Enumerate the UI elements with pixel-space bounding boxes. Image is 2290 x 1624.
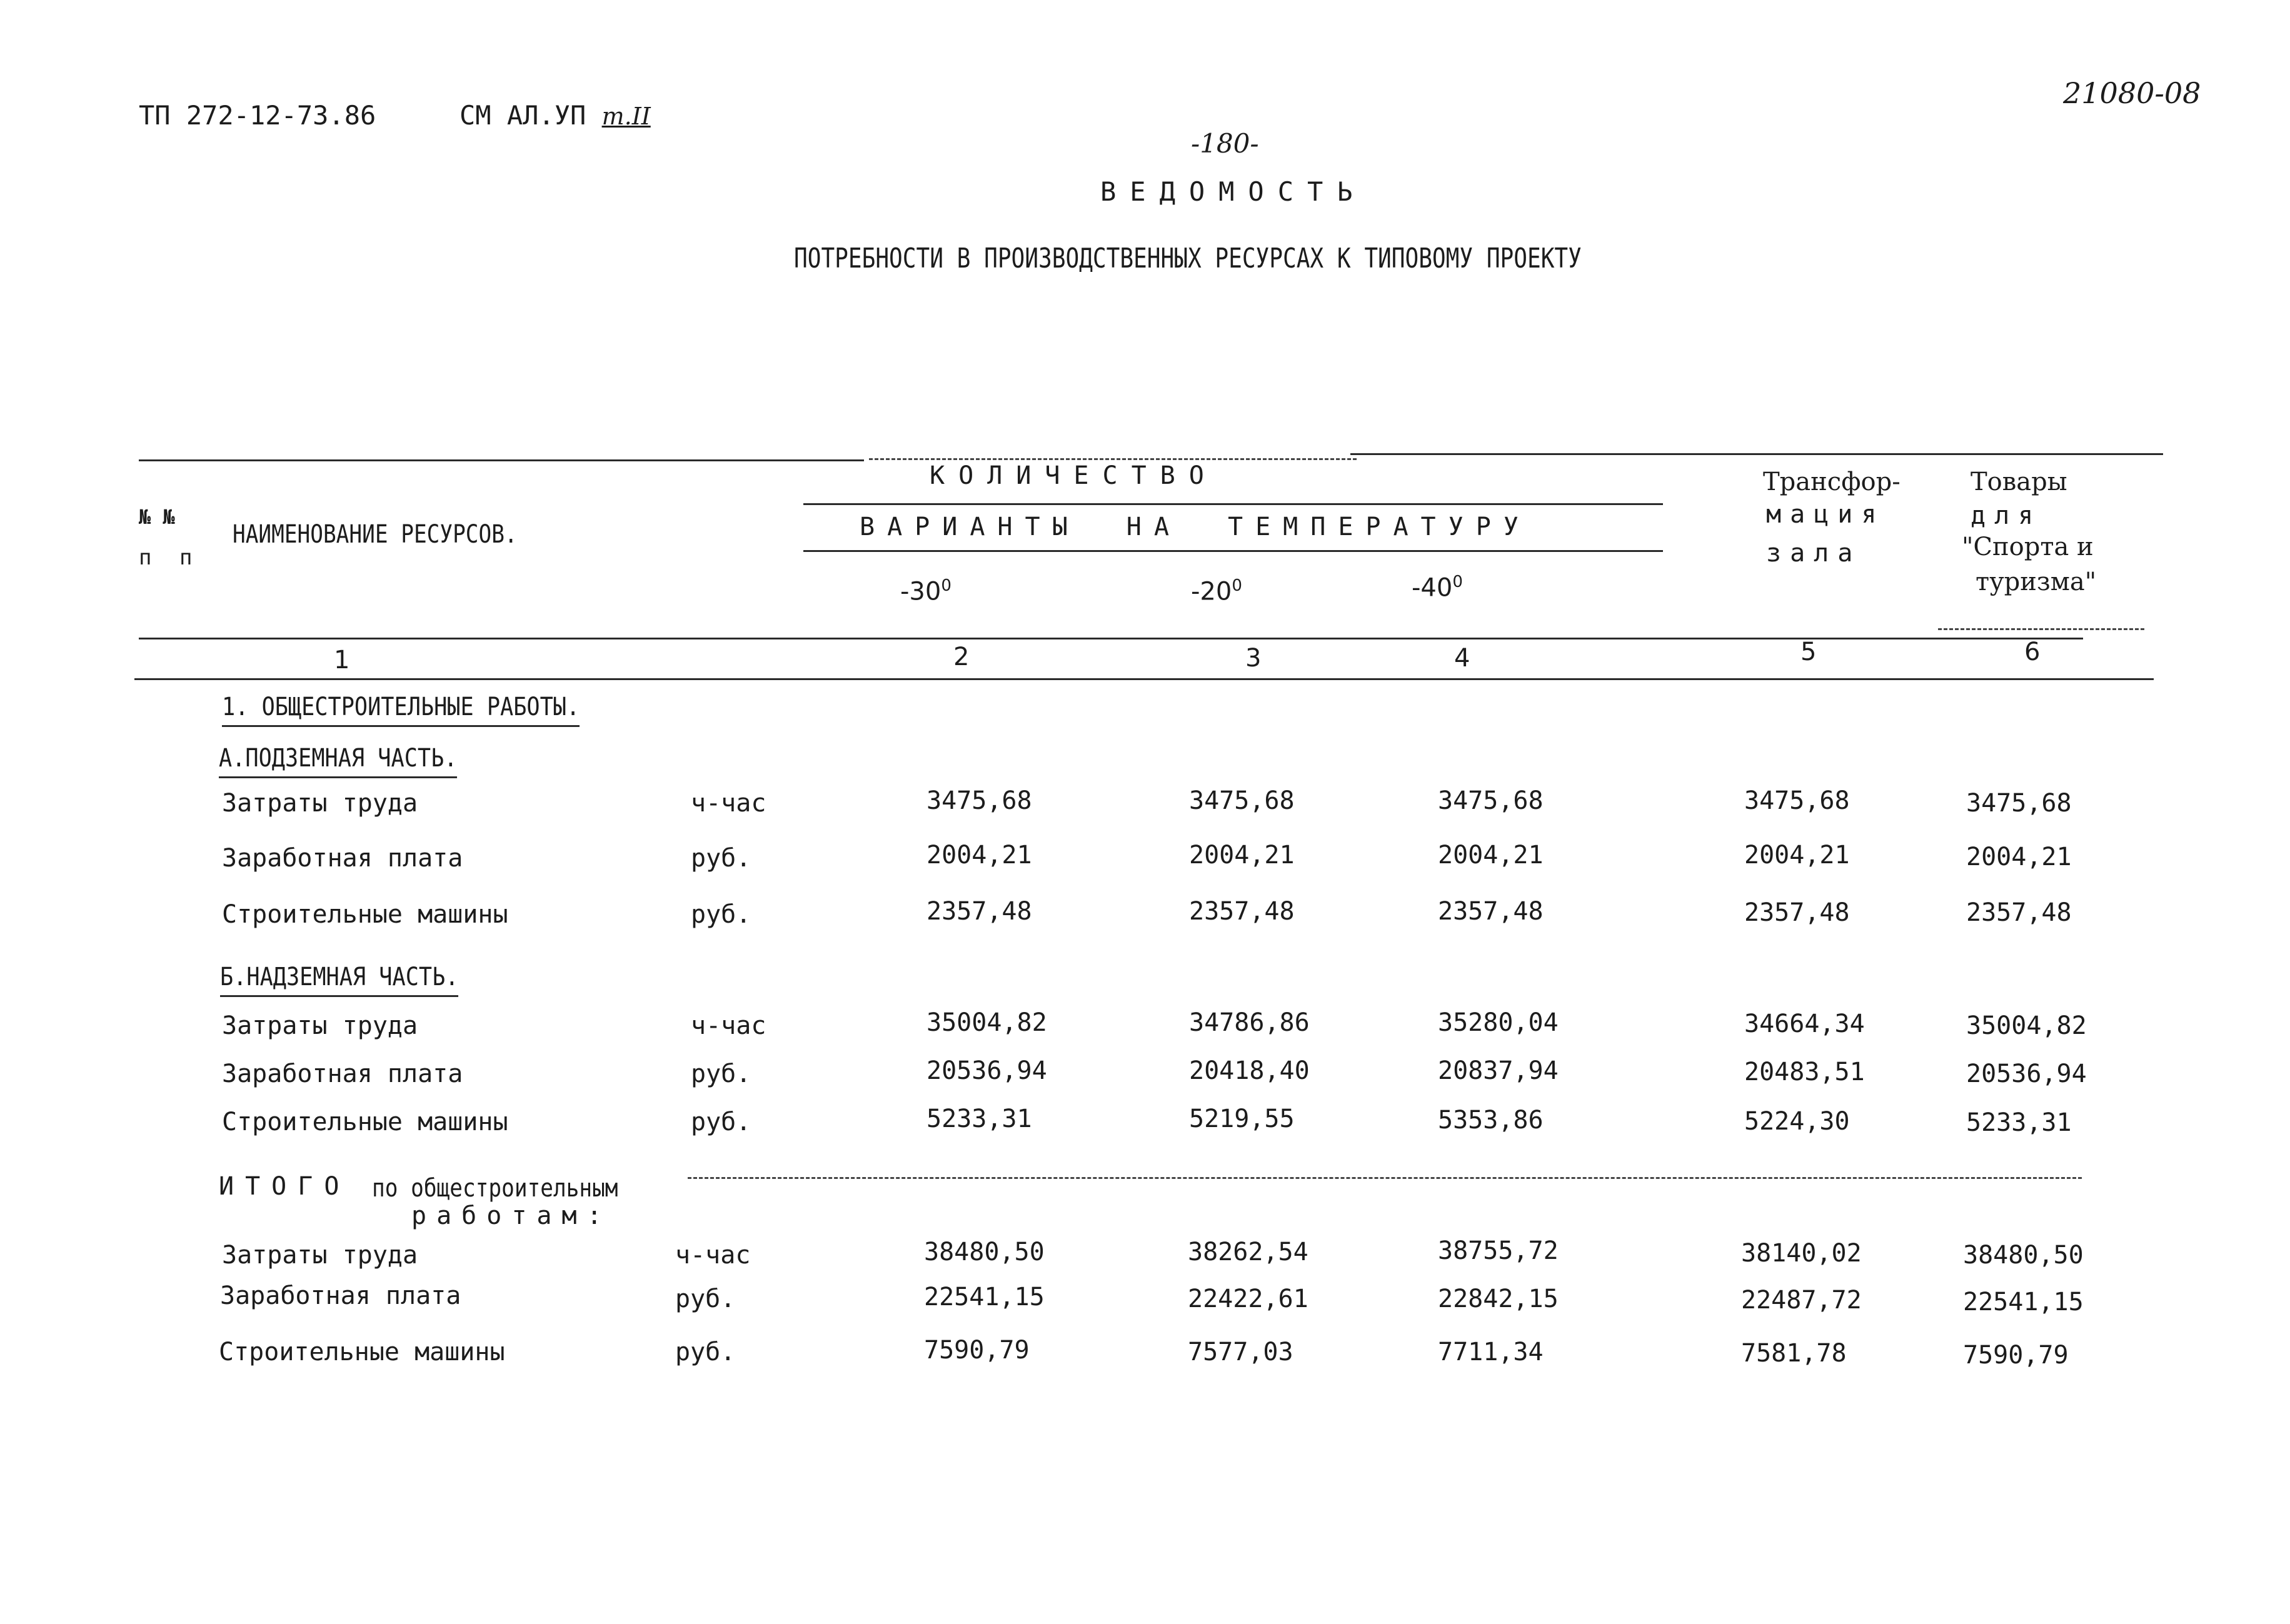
- value-col3: 38262,54: [1188, 1238, 1308, 1266]
- col-number-4: 4: [1454, 644, 1470, 673]
- unit: руб.: [691, 1060, 751, 1088]
- table-top-line-right: [1350, 453, 2163, 455]
- page-number: -180-: [1191, 128, 1259, 159]
- col6-label-2: для: [1971, 501, 2042, 530]
- header-bottom-line: [139, 638, 2083, 639]
- col6-label-4: туризма": [1976, 568, 2097, 596]
- value-col3: 20418,40: [1189, 1056, 1310, 1085]
- value-col4: 38755,72: [1438, 1236, 1559, 1265]
- unit: ч-час: [691, 1011, 766, 1040]
- resource-name: Заработная плата: [222, 844, 463, 873]
- unit: руб.: [691, 900, 751, 929]
- temp-col2: $-30^0$: [900, 576, 952, 606]
- temp-col3: $-20^0$: [1191, 576, 1242, 606]
- document-code: ТП 272-12-73.86: [139, 100, 376, 131]
- value-col4: 3475,68: [1438, 786, 1544, 815]
- value-col6: 3475,68: [1966, 789, 2072, 818]
- col-number-5: 5: [1800, 638, 1817, 666]
- document-title: ВЕДОМОСТЬ: [1100, 176, 1367, 207]
- resource-name: Затраты труда: [222, 1241, 418, 1270]
- unit: руб.: [675, 1338, 736, 1366]
- value-col4: 20837,94: [1438, 1056, 1559, 1085]
- value-col5: 2357,48: [1744, 898, 1850, 927]
- value-col2: 22541,15: [924, 1283, 1045, 1311]
- col-name-label: НАИМЕНОВАНИЕ РЕСУРСОВ.: [233, 520, 518, 549]
- subgroup-label: ВАРИАНТЫ НА ТЕМПЕРАТУРУ: [860, 513, 1531, 541]
- archive-number: 21080-08: [2063, 76, 2201, 110]
- table-top-line-dash: [869, 458, 1357, 460]
- value-col6: 2004,21: [1966, 843, 2072, 871]
- value-col4: 2004,21: [1438, 841, 1544, 870]
- value-col5: 38140,02: [1741, 1239, 1862, 1268]
- value-col5: 34664,34: [1744, 1010, 1865, 1038]
- section-aboveground: Б.НАДЗЕМНАЯ ЧАСТЬ.: [220, 963, 458, 997]
- unit: руб.: [691, 844, 751, 873]
- col5-label-3: зала: [1766, 539, 1862, 568]
- total-label-2: по общестроительным: [372, 1174, 618, 1203]
- value-col3: 2357,48: [1189, 897, 1295, 926]
- value-col2: 20536,94: [927, 1056, 1047, 1085]
- value-col6: 20536,94: [1966, 1060, 2087, 1088]
- col-number-1: 1: [334, 646, 350, 674]
- value-col5: 5224,30: [1744, 1107, 1850, 1136]
- value-col2: 7590,79: [924, 1336, 1030, 1365]
- group-label: КОЛИЧЕСТВО: [930, 461, 1218, 490]
- value-col4: 22842,15: [1438, 1285, 1559, 1313]
- col-number-6: 6: [2024, 638, 2041, 666]
- resource-name: Строительные машины: [222, 1108, 508, 1136]
- col-number-3: 3: [1245, 644, 1262, 673]
- header-bottom-dash: [1938, 628, 2144, 630]
- unit: руб.: [675, 1285, 736, 1313]
- value-col3: 3475,68: [1189, 786, 1295, 815]
- unit: ч-час: [675, 1241, 751, 1270]
- col-num-label-2: п п: [139, 545, 200, 570]
- value-col5: 20483,51: [1744, 1058, 1865, 1086]
- resource-name: Заработная плата: [222, 1060, 463, 1088]
- subgroup-underline: [803, 550, 1663, 552]
- col5-label-2: мация: [1766, 500, 1886, 529]
- resource-name: Затраты труда: [222, 789, 418, 818]
- section-general-works: 1. ОБЩЕСТРОИТЕЛЬНЫЕ РАБОТЫ.: [222, 693, 580, 727]
- colnum-bottom-line: [134, 678, 2154, 680]
- value-col3: 22422,61: [1188, 1285, 1308, 1313]
- total-label: ИТОГО: [219, 1172, 351, 1201]
- value-col5: 2004,21: [1744, 841, 1850, 870]
- value-col4: 2357,48: [1438, 897, 1544, 926]
- col-number-2: 2: [953, 643, 970, 671]
- resource-name: Строительные машины: [219, 1338, 505, 1366]
- resource-name: Затраты труда: [222, 1011, 418, 1040]
- document-subtitle: ПОТРЕБНОСТИ В ПРОИЗВОДСТВЕННЫХ РЕСУРСАХ К ТИПОВОМУ ПРОЕКТУ: [794, 243, 1582, 274]
- value-col5: 3475,68: [1744, 786, 1850, 815]
- col6-label-1: Товары: [1971, 468, 2067, 496]
- value-col6: 38480,50: [1963, 1241, 2084, 1270]
- table-top-line-left: [139, 459, 864, 461]
- value-col6: 2357,48: [1966, 898, 2072, 927]
- value-col3: 5219,55: [1189, 1105, 1295, 1133]
- value-col2: 38480,50: [924, 1238, 1045, 1266]
- col-num-label: № №: [139, 505, 175, 529]
- value-col6: 5233,31: [1966, 1108, 2072, 1137]
- album-code: СМ АЛ.УП т.II: [460, 100, 651, 131]
- value-col3: 34786,86: [1189, 1008, 1310, 1037]
- col5-label-1: Трансфор-: [1763, 468, 1901, 496]
- value-col2: 3475,68: [927, 786, 1032, 815]
- value-col2: 2004,21: [927, 841, 1032, 870]
- value-col3: 2004,21: [1189, 841, 1295, 870]
- value-col4: 7711,34: [1438, 1338, 1544, 1366]
- value-col3: 7577,03: [1188, 1338, 1293, 1366]
- value-col4: 35280,04: [1438, 1008, 1559, 1037]
- value-col2: 2357,48: [927, 897, 1032, 926]
- value-col6: 7590,79: [1963, 1341, 2069, 1370]
- resource-name: Заработная плата: [220, 1281, 461, 1310]
- section-underground: А.ПОДЗЕМНАЯ ЧАСТЬ.: [219, 744, 457, 778]
- temp-col4: $-40^0$: [1412, 573, 1463, 603]
- group-underline: [803, 503, 1663, 505]
- total-label-3: работам:: [411, 1201, 612, 1230]
- unit: ч-час: [691, 789, 766, 818]
- value-col6: 22541,15: [1963, 1288, 2084, 1316]
- col6-label-3: "Спорта и: [1962, 533, 2094, 561]
- value-col4: 5353,86: [1438, 1106, 1544, 1135]
- value-col5: 22487,72: [1741, 1286, 1862, 1315]
- value-col6: 35004,82: [1966, 1011, 2087, 1040]
- unit: руб.: [691, 1108, 751, 1136]
- value-col5: 7581,78: [1741, 1339, 1847, 1368]
- resource-name: Строительные машины: [222, 900, 508, 929]
- value-col2: 35004,82: [927, 1008, 1047, 1037]
- value-col2: 5233,31: [927, 1105, 1032, 1133]
- total-separator-line: [688, 1177, 2082, 1179]
